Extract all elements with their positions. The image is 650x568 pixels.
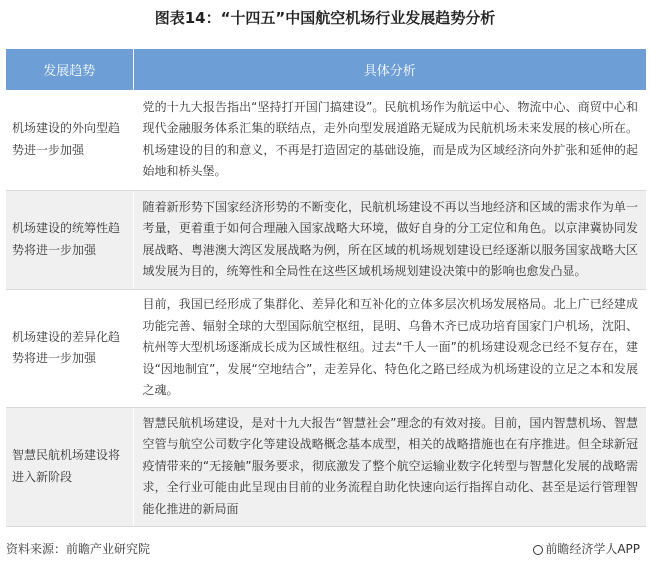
brand-logo-icon (533, 545, 543, 555)
trend-cell: 机场建设的外向型趋势进一步加强 (6, 90, 133, 190)
table-row (6, 190, 646, 289)
analysis-cell: 随着新形势下国家经济形势的不断变化，民航机场建设不再以当地经济和区域的需求作为单一考量，更着重于如何合理融入国家战略大环境，做好自身的分工定位和角色。以京津冀协同发展战略、粤港澳大湾区发展战略为例，所在区域的机场规划建设已经逐渐以服务国家战略大区域发展为目的，统筹性和全局性在这些区域机场规划建设决策中的影响也愈发凸显。 (133, 190, 646, 289)
table-row (6, 407, 646, 526)
figure-title: 图表14：“十四五”中国航空机场行业发展趋势分析 (154, 9, 496, 27)
analysis-cell: 目前，我国已经形成了集群化、差异化和互补化的立体多层次机场发展格局。北上广已经建成功能完善、辐射全球的大型国际航空枢纽，昆明、乌鲁木齐已成功培育国家门户机场，沈阳、杭州等大型机场逐渐成长成为区域性枢纽。过去“千人一面”的机场建设观念已经不复存在，建设“因地制宜”，发展“空地结合”，走差异化、特色化之路已经成为机场建设的立足之本和发展之魂。 (133, 289, 646, 407)
table-header-row (6, 49, 646, 90)
trend-analysis-table (6, 49, 646, 527)
table-row (6, 289, 646, 407)
brand-label: 前瞻经济学人APP (545, 542, 640, 556)
trend-cell: 机场建设的差异化趋势将进一步加强 (6, 289, 133, 407)
table-row (6, 90, 646, 190)
header-trend: 发展趋势 (6, 49, 133, 90)
source-note: 资料来源：前瞻产业研究院 (6, 542, 151, 556)
trend-cell: 智慧民航机场建设将进入新阶段 (6, 407, 133, 526)
analysis-cell: 党的十九大报告指出“坚持打开国门搞建设”。民航机场作为航运中心、物流中心、商贸中心和现代金融服务体系汇集的联结点，走外向型发展道路无疑成为民航机场未来发展的核心所在。机场建设的目的和意义，不再是打造固定的基础设施，而是成为区域经济向外扩张和延伸的起始地和桥头堡。 (133, 90, 646, 190)
trend-cell: 机场建设的统筹性趋势将进一步加强 (6, 190, 133, 289)
analysis-cell: 智慧民航机场建设，是对十九大报告“智慧社会”理念的有效对接。目前，国内智慧机场、智慧空管与航空公司数字化等建设战略概念基本成型，相关的战略措施也在有序推进。但全球新冠疫情带来的“无接触”服务要求，彻底激发了整个航空运输业数字化转型与智慧化发展的战略需求，全行业可能由此呈现由目前的业务流程自助化快速向运行指挥自动化、甚至是运行管理智能化推进的新局面 (133, 407, 646, 526)
header-analysis: 具体分析 (133, 49, 646, 90)
brand-attribution (533, 540, 640, 557)
